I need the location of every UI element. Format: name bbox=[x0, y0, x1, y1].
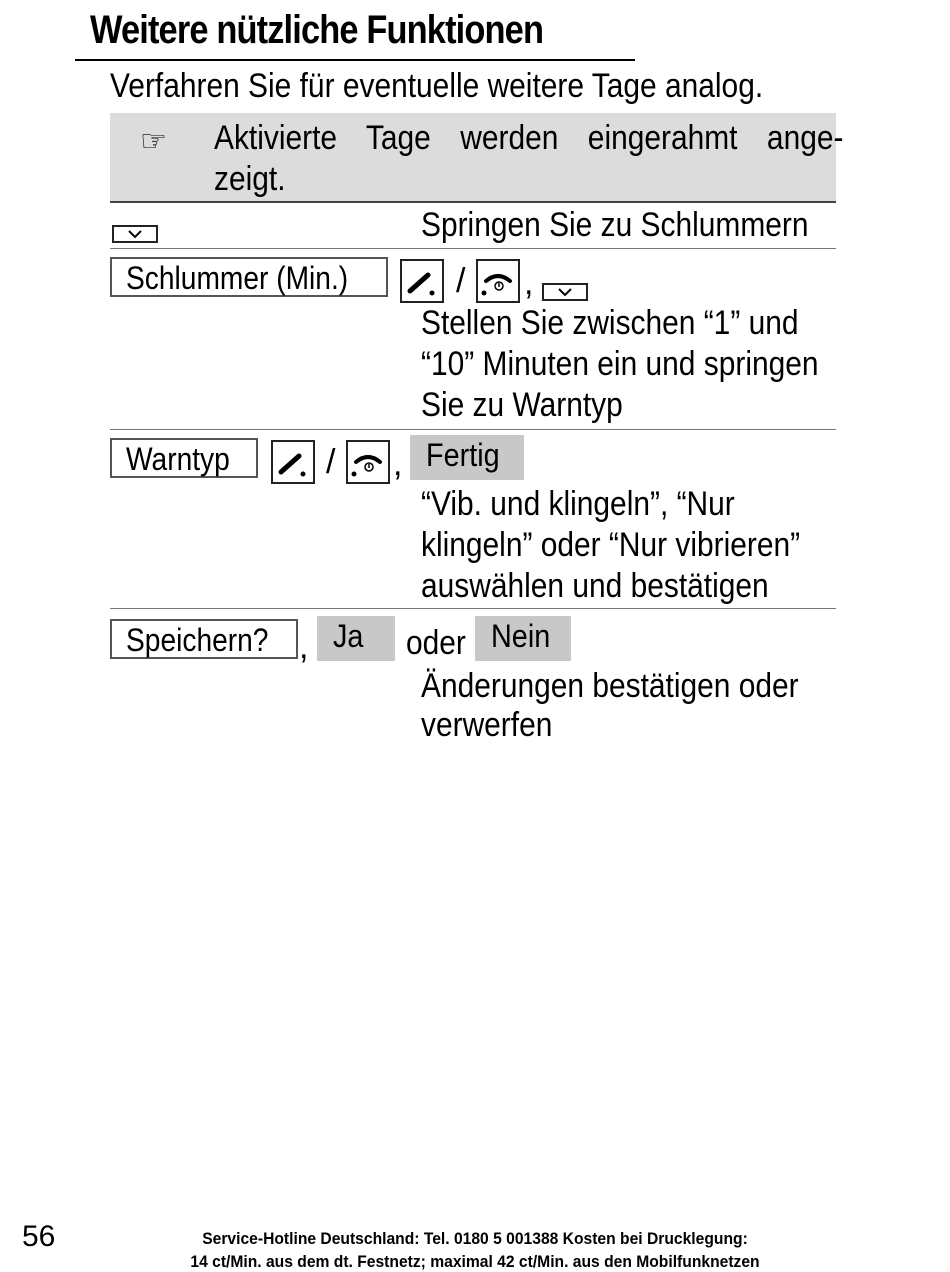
divider bbox=[110, 608, 836, 609]
alert-screen-label: Warntyp bbox=[110, 438, 258, 478]
or-text: oder bbox=[406, 624, 466, 662]
slash: / bbox=[456, 262, 466, 300]
nav-down-key-icon bbox=[542, 283, 588, 301]
comma: , bbox=[524, 264, 534, 302]
snooze-text-line-2: “10” Minuten ein und springen bbox=[421, 345, 819, 383]
footer-line-2: 14 ct/Min. aus dem dt. Festnetz; maximal 42 ct/Min. aus den Mobilfunknetzen bbox=[190, 1252, 760, 1271]
comma: , bbox=[299, 628, 309, 666]
alert-text-line-2: klingeln” oder “Nur vibrieren” bbox=[421, 526, 801, 564]
end-key-icon bbox=[346, 440, 390, 484]
note-line-2: zeigt. bbox=[214, 160, 286, 198]
page-title: Weitere nützliche Funktionen bbox=[90, 8, 544, 52]
pointing-hand-icon: ☞ bbox=[140, 125, 167, 158]
call-key-icon bbox=[271, 440, 315, 484]
softkey-fertig: Fertig bbox=[410, 435, 524, 480]
comma: , bbox=[393, 445, 403, 483]
divider bbox=[110, 201, 836, 203]
intro-text: Verfahren Sie für eventuelle weitere Tage analog. bbox=[110, 67, 764, 105]
alert-text-line-3: auswählen und bestätigen bbox=[421, 567, 769, 605]
save-text-line-2: verwerfen bbox=[421, 706, 553, 744]
save-text-line-1: Änderungen bestätigen oder bbox=[421, 667, 799, 705]
save-screen-label: Speichern? bbox=[110, 619, 298, 659]
nav-down-key-icon bbox=[112, 225, 158, 243]
note-line-1: Aktivierte Tage werden eingerahmt ange- bbox=[214, 119, 844, 157]
snooze-text-line-1: Stellen Sie zwischen “1” und bbox=[421, 304, 799, 342]
call-key-icon bbox=[400, 259, 444, 303]
title-underline bbox=[75, 59, 635, 61]
softkey-nein: Nein bbox=[475, 616, 571, 661]
footer-line-1: Service-Hotline Deutschland: Tel. 0180 5 001388 Kosten bei Drucklegung: bbox=[202, 1229, 748, 1248]
slash: / bbox=[326, 443, 336, 481]
softkey-ja: Ja bbox=[317, 616, 395, 661]
alert-text-line-1: “Vib. und klingeln”, “Nur bbox=[421, 485, 735, 523]
divider bbox=[110, 429, 836, 430]
divider bbox=[110, 248, 836, 249]
snooze-screen-label: Schlummer (Min.) bbox=[110, 257, 388, 297]
snooze-text-line-3: Sie zu Warntyp bbox=[421, 386, 623, 424]
end-key-icon bbox=[476, 259, 520, 303]
jump-text: Springen Sie zu Schlummern bbox=[421, 206, 809, 244]
page-number: 56 bbox=[22, 1220, 56, 1253]
